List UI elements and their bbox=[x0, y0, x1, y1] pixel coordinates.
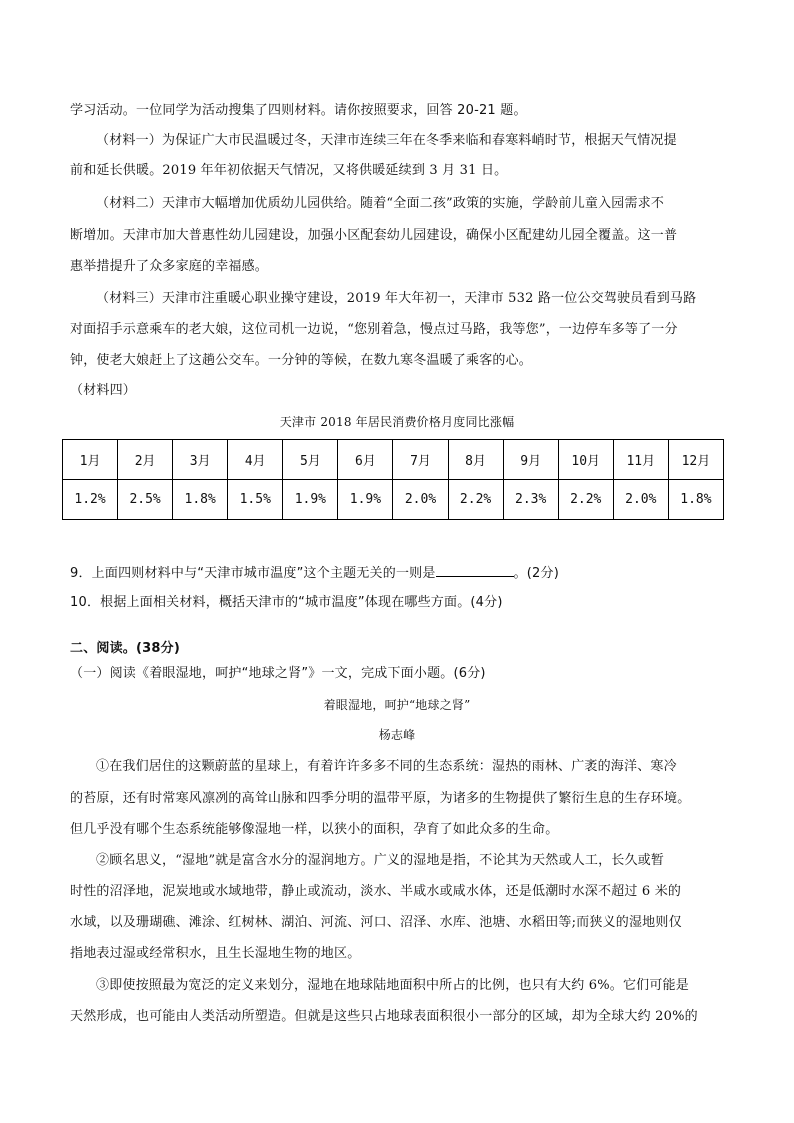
month-cell: 1月 bbox=[63, 440, 118, 480]
article-p1-line-3: 但几乎没有哪个生态系统能够像湿地一样，以狭小的面积，孕育了如此众多的生命。 bbox=[70, 822, 559, 837]
material1-line-1: （材料一）为保证广大市民温暖过冬，天津市连续三年在冬季来临和春寒料峭时节，根据天气情况提 bbox=[96, 133, 677, 148]
month-cell: 5月 bbox=[283, 440, 338, 480]
month-cell: 6月 bbox=[338, 440, 393, 480]
article-p3-line-1: ③即使按照最为宽泛的定义来划分，湿地在地球陆地面积中所占的比例，也只有大约 6%。它们可能是 bbox=[96, 978, 689, 993]
month-cell: 4月 bbox=[228, 440, 283, 480]
material3-line-2: 对面招手示意乘车的老大娘，这位司机一边说，“您别着急，慢点过马路，我等您”，一边停车多等了一分 bbox=[70, 322, 678, 337]
month-cell: 7月 bbox=[393, 440, 448, 480]
month-cell: 12月 bbox=[668, 440, 723, 480]
value-cell: 2.2% bbox=[558, 480, 613, 520]
month-cell: 8月 bbox=[448, 440, 503, 480]
question-9 bbox=[70, 562, 724, 584]
value-cell: 1.2% bbox=[63, 480, 118, 520]
value-cell: 2.0% bbox=[613, 480, 668, 520]
month-cell: 3月 bbox=[173, 440, 228, 480]
cpi-table bbox=[62, 439, 724, 520]
material2-line-2: 断增加。天津市加大普惠性幼儿园建设，加强小区配套幼儿园建设，确保小区配建幼儿园全覆盖。这一普 bbox=[70, 228, 678, 243]
article-p2-line-1: ②顾名思义，“湿地”就是富含水分的湿润地方。广义的湿地是指，不论其为天然或人工，长久或暂 bbox=[96, 853, 665, 868]
value-cell: 2.2% bbox=[448, 480, 503, 520]
material2-line-3: 惠举措提升了众多家庭的幸福感。 bbox=[70, 259, 269, 274]
article-p1-line-1: ①在我们居住的这颗蔚蓝的星球上，有着许许多多不同的生态系统：湿热的雨林、广袤的海洋、寒冷 bbox=[96, 759, 677, 774]
article-p2-line-4: 指地表过湿或经常积水，且生长湿地生物的地区。 bbox=[70, 946, 361, 961]
material1-line-2: 前和延长供暖。2019 年年初依据天气情况，又将供暖延续到 3 月 31 日。 bbox=[70, 163, 508, 178]
subsection-1-heading: （一）阅读《着眼湿地，呵护“地球之肾”》一文，完成下面小题。(6分) bbox=[70, 666, 486, 681]
material3-line-1: （材料三）天津市注重暖心职业操守建设，2019 年大年初一，天津市 532 路一位公交驾驶员看到马路 bbox=[96, 291, 697, 306]
value-cell: 1.5% bbox=[228, 480, 283, 520]
value-cell: 1.9% bbox=[283, 480, 338, 520]
material2-line-1: （材料二）天津市大幅增加优质幼儿园供给。随着“全面二孩”政策的实施，学龄前儿童入园需求不 bbox=[96, 196, 665, 211]
article-title: 着眼湿地，呵护“地球之肾” bbox=[323, 698, 471, 712]
month-row bbox=[63, 440, 724, 480]
article-p1-line-2: 的苔原，还有时常寒风凛冽的高耸山脉和四季分明的温带平原，为诸多的生物提供了繁衍生息的生存环境。 bbox=[70, 791, 691, 806]
value-cell: 1.9% bbox=[338, 480, 393, 520]
value-cell: 2.5% bbox=[118, 480, 173, 520]
value-cell: 2.0% bbox=[393, 480, 448, 520]
question-9-score: 。(2分) bbox=[513, 566, 559, 581]
month-cell: 9月 bbox=[503, 440, 558, 480]
value-row bbox=[63, 480, 724, 520]
value-cell: 1.8% bbox=[173, 480, 228, 520]
article-p3-line-2: 天然形成，也可能由人类活动所塑造。但就是这些只占地球表面积很小一部分的区域，却为全球大约 20%的 bbox=[70, 1009, 698, 1024]
intro-text: 学习活动。一位同学为活动搜集了四则材料。请你按照要求，回答 20-21 题。 bbox=[70, 103, 527, 118]
question-10: 10．根据上面相关材料，概括天津市的“城市温度”体现在哪些方面。(4分) bbox=[70, 595, 503, 610]
answer-blank[interactable] bbox=[436, 562, 514, 577]
value-cell: 2.3% bbox=[503, 480, 558, 520]
table-title: 天津市 2018 年居民消费价格月度同比涨幅 bbox=[279, 415, 515, 429]
material4-label: （材料四） bbox=[70, 383, 137, 398]
value-cell: 1.8% bbox=[668, 480, 723, 520]
section-2-heading: 二、阅读。(38分) bbox=[70, 641, 180, 656]
material3-line-3: 钟，使老大娘赶上了这趟公交车。一分钟的等候，在数九寒冬温暖了乘客的心。 bbox=[70, 353, 533, 368]
article-author: 杨志峰 bbox=[378, 728, 416, 742]
article-p2-line-3: 水域，以及珊瑚礁、滩涂、红树林、湖泊、河流、河口、沼泽、水库、池塘、水稻田等;而狭义的湿地则仅 bbox=[70, 915, 682, 930]
month-cell: 10月 bbox=[558, 440, 613, 480]
question-9-text: 9．上面四则材料中与“天津市城市温度”这个主题无关的一则是 bbox=[70, 566, 436, 581]
month-cell: 11月 bbox=[613, 440, 668, 480]
article-p2-line-2: 时性的沼泽地，泥炭地或水域地带，静止或流动，淡水、半咸水或咸水体，还是低潮时水深不超过 6 米的 bbox=[70, 884, 682, 899]
month-cell: 2月 bbox=[118, 440, 173, 480]
